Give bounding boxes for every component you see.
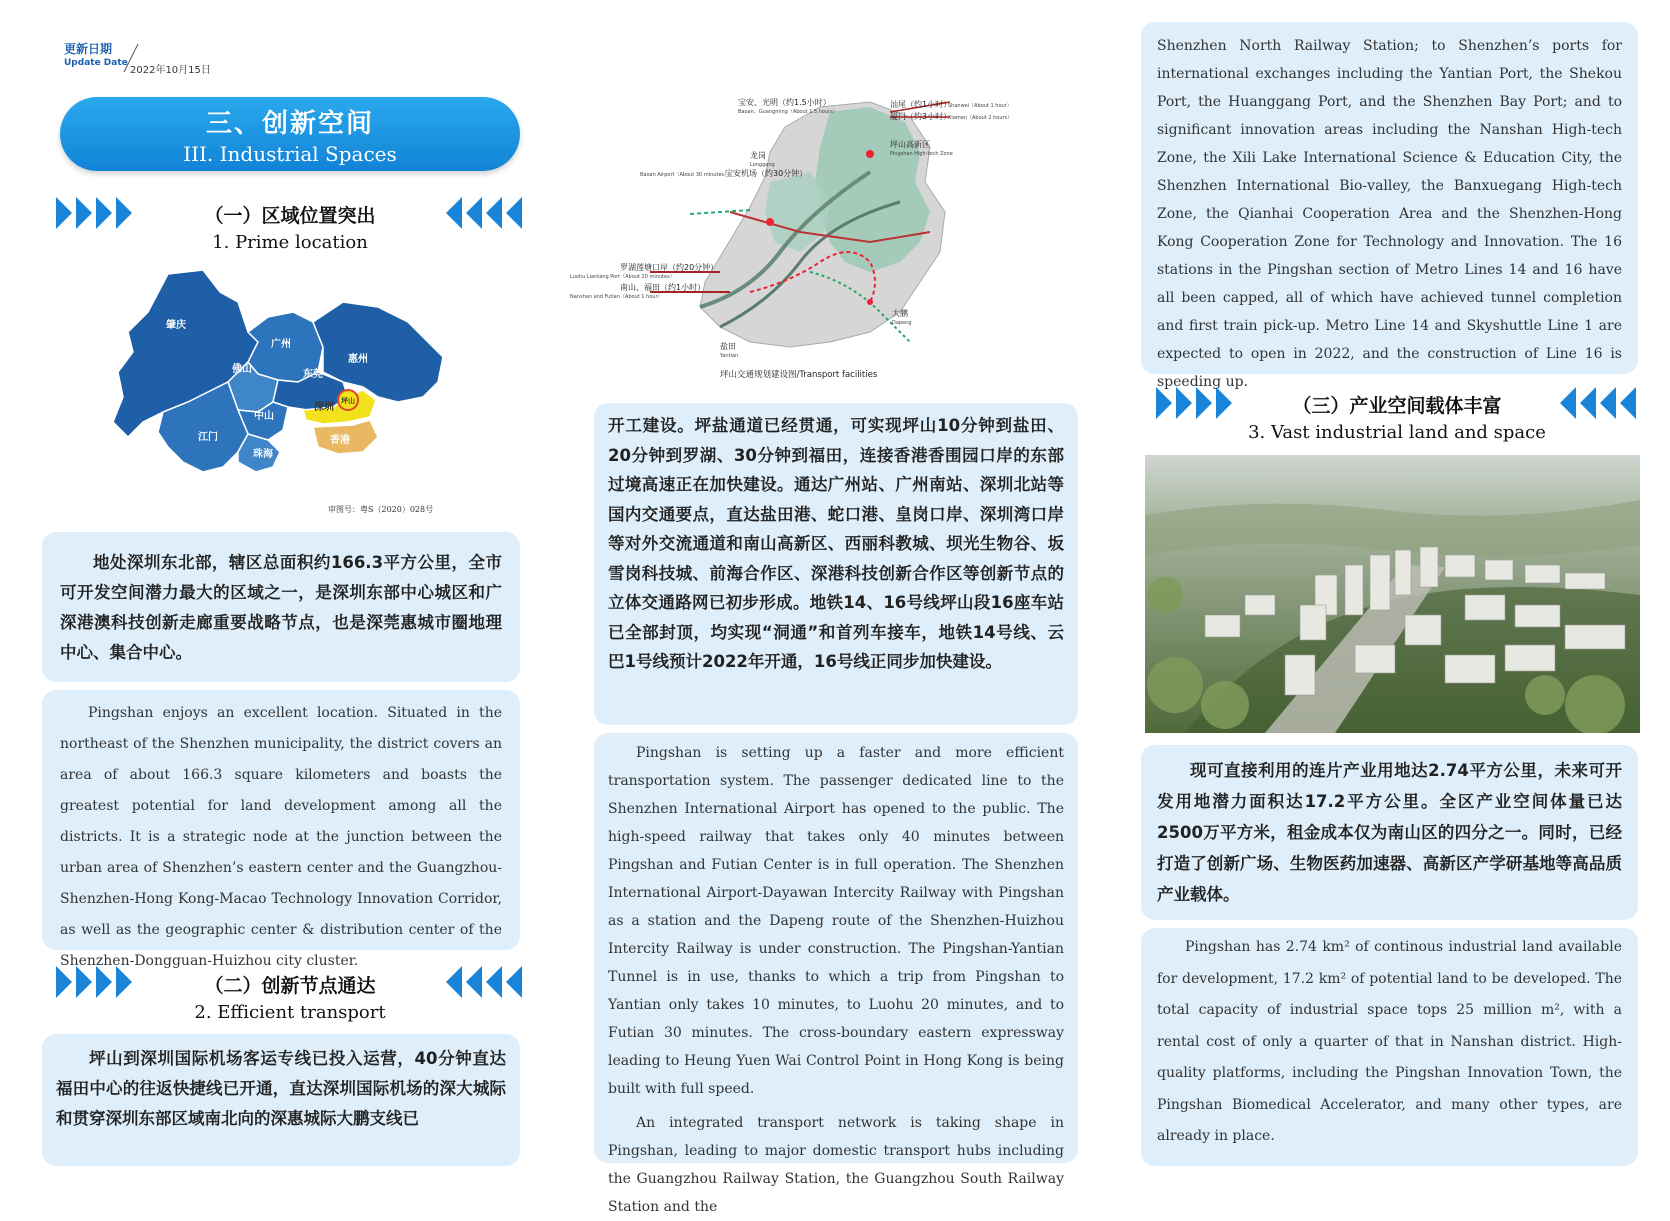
col2-en-paragraph-2: An integrated transport network is taking shape in Pingshan, leading to major domestic transport hubs including the Guangzhou Railway Station, the Guangzhou South Railway Station and the (608, 1115, 1064, 1215)
arrows-right-icon-3 (1156, 387, 1232, 419)
s2-cn-box (42, 1034, 520, 1166)
tm-yantian-en: Yantian (720, 353, 739, 359)
section-2-header (140, 971, 440, 1023)
arrows-left-icon-3 (1560, 387, 1636, 419)
section-1-title-en: 1. Prime location (212, 232, 368, 253)
tm-shanwei: 汕尾（约1小时） (890, 100, 952, 109)
s3-en-paragraph: Pingshan has 2.74 km² of continous industrial land available for development, 17.2 km² of potential land to be developed. The total capacity of industrial space tops 25 million m², with a rental cost of only a quarter of that in Nanshan district. High-quality platforms, including the Pingshan Innovation Town, the Pingshan Biomedical Accelerator, and many other types, are already in place. (1157, 939, 1622, 1144)
tm-airport-en: Baoan Airport（About 30 minutes） (640, 172, 730, 178)
map-label-huizhou: 惠州 (348, 354, 368, 365)
map-label-zhongshan: 中山 (254, 411, 274, 422)
section-1-header (140, 201, 440, 253)
banner-title-cn: 三、创新空间 (205, 109, 374, 139)
arrows-left-icon (446, 197, 522, 229)
tm-yantian: 盐田 (720, 342, 736, 351)
arrows-right-icon-2 (56, 966, 132, 998)
section-3-header (1232, 391, 1562, 443)
map-label-foshan: 佛山 (232, 364, 252, 375)
col2-cn-box (594, 403, 1078, 725)
arrows-right-icon (56, 197, 132, 229)
arrows-left-icon-2 (446, 966, 522, 998)
tm-baoan-en: Baoan、Guangming（About 1.5 hours） (738, 109, 838, 115)
node-icon (766, 218, 774, 226)
s3-cn-paragraph: 现可直接利用的连片产业用地达2.74平方公里，未来可开发用地潜力面积达17.2平方公里。全区产业空间体量已达2500万平方米，租金成本仅为南山区的四分之一。同时，已经打造了创新广场、生物医药加速器、高新区产学研基地等高品质产业载体。 (1157, 761, 1622, 904)
s1-en-paragraph: Pingshan enjoys an excellent location. Situated in the northeast of the Shenzhen municipality, the district covers an area of about 166.3 square kilometers and boasts the greatest potential for land development among all the districts. It is a strategic node at the junction between the urban area of Shenzhen’s eastern center and the Guangzhou-Shenzhen-Hong Kong-Macao Technology Innovation Corridor, as well as the geographic center & distribution center of the Shenzhen-Dongguan-Huizhou city cluster. (60, 705, 502, 969)
s2-cn-paragraph: 坪山到深圳国际机场客运专线已投入运营，40分钟直达福田中心的往返快捷线已开通，直达深圳国际机场的深大城际和贯穿深圳东部区域南北向的深惠城际大鹏支线已 (56, 1049, 506, 1128)
tm-futian-en: Nanshan and Futian（About 1 hour） (570, 294, 663, 300)
tm-luohu-en: Luohu Liantang Port（About 20 minutes） (570, 274, 675, 280)
tm-longgang-en: Longgang (750, 162, 775, 168)
section-3-title-en: 3. Vast industrial land and space (1248, 422, 1546, 443)
s3-en-box (1141, 928, 1638, 1166)
map-label-jiangmen: 江门 (198, 432, 218, 443)
map-label-pingshan: 坪山 (341, 397, 355, 405)
tm-xiamen: 厦门（约3小时） (890, 112, 952, 121)
transport-map (570, 92, 1050, 382)
col2-cn-paragraph: 开工建设。坪盐通道已经贯通，可实现坪山10分钟到盐田、20分钟到罗湖、30分钟到福田，连接香港香围园口岸的东部过境高速正在加快建设。通达广州站、广州南站、深圳北站等国内交通要点，直达盐田港、蛇口港、皇岗口岸、深圳湾口岸等对外交流通道和南山高新区、西丽科教城、坝光生物谷、坂雪岗科技城、前海合作区、深港科技创新合作区等创新节点的立体交通路网已初步形成。地铁14、16号线坪山段16座车站已全部封顶，均实现“洞通”和首列车接车，地铁14号线、云巴1号线预计2022年开通，16号线正同步加快建设。 (608, 416, 1064, 671)
tm-luohu: 罗湖莲塘口岸（约20分钟） (620, 263, 719, 272)
map-label-guangzhou: 广州 (271, 339, 291, 350)
transport-map-caption: 坪山交通规划建设图/Transport facilities (720, 370, 878, 380)
map-label-shenzhen: 深圳 (314, 402, 334, 413)
node-icon (866, 150, 874, 158)
map-label-zhaoqing: 肇庆 (166, 320, 186, 331)
node-icon (867, 299, 873, 305)
update-label-en: Update Date (64, 58, 128, 68)
map-approval-number: 审图号：粤S（2020）028号 (328, 505, 434, 514)
s3-cn-box (1141, 745, 1638, 920)
section-3-title-cn: （三）产业空间载体丰富 (1292, 395, 1502, 417)
col3-en-top-box (1141, 22, 1638, 390)
s1-cn-paragraph: 地处深圳东北部，辖区总面积约166.3平方公里，全市可开发空间潜力最大的区域之一，是深圳东部中心城区和广深港澳科技创新走廊重要战略节点，也是深莞惠城市圈地理中心、集合中心。 (60, 553, 502, 662)
tm-dapeng: 大鹏 (892, 309, 908, 318)
tm-dapeng-en: Dapeng (892, 320, 912, 326)
tm-pingshan-hi: 坪山高新区 (890, 140, 930, 149)
tm-longgang: 龙岗 (750, 151, 766, 160)
map-label-zhuhai: 珠海 (253, 449, 273, 460)
update-label-cn: 更新日期 (64, 42, 113, 56)
s1-en-box (42, 690, 520, 969)
col2-en-paragraph-1: Pingshan is setting up a faster and more efficient transportation system. The passenger dedicated line to the Shenzhen International Airport has opened to the public. The high-speed railway that takes only 40 minutes between Pingshan and Futian Center is in full operation. The Shenzhen International Airport-Dayawan Intercity Railway with Pingshan as a station and the Dapeng route of the Shenzhen-Huizhou Intercity Railway is under construction. The Pingshan-Yantian Tunnel is in use, thanks to which a trip from Pingshan to Yantian only takes 10 minutes, to Luohu 20 minutes, and to Futian 30 minutes. The cross-boundary eastern expressway leading to Heung Yuen Wai Control Point in Hong Kong is being built with full speed. (608, 745, 1064, 1097)
section-1-title-cn: （一）区域位置突出 (204, 205, 376, 227)
update-date: 2022年10月15日 (130, 65, 211, 76)
s1-cn-box (42, 532, 520, 682)
section-2-title-en: 2. Efficient transport (194, 1002, 386, 1023)
map-label-hongkong: 香港 (330, 435, 350, 446)
tm-shanwei-en: Shanwei（About 1 hour） (948, 103, 1012, 109)
banner-title-en: III. Industrial Spaces (183, 142, 397, 166)
chapter-banner (60, 97, 520, 171)
map-label-dongguan: 东莞 (303, 369, 323, 380)
col2-en-box (594, 733, 1078, 1215)
tm-futian: 南山、福田（约1小时） (620, 283, 706, 292)
tm-airport: 宝安机场（约30分钟） (725, 169, 808, 178)
region-map (108, 262, 480, 532)
tm-baoan: 宝安、光明（约1.5小时） (738, 98, 831, 107)
col3-en-top-paragraph: Shenzhen North Railway Station; to Shenzhen’s ports for international exchanges including the Yantian Port, the Shekou Port, the Huanggang Port, and the Shenzhen Bay Port; and to significant innovation areas including the Nanshan High-tech Zone, the Xili Lake International Science & Education City, the Shenzhen International Bio-valley, the Banxuegang High-tech Zone, the Qianhai Cooperation Area and the Shenzhen-Hong Kong Cooperation Zone for Technology and Innovation. The 16 stations in the Pingshan section of Metro Lines 14 and 16 have all been capped, all of which have achieved tunnel completion and first train pick-up. Metro Line 14 and Skyshuttle Line 1 are expected to open in 2022, and the construction of Line 16 is speeding up. (1157, 38, 1622, 390)
tm-xiamen-en: Xiamen（About 2 hours） (948, 115, 1013, 121)
aerial-photo (1145, 455, 1640, 733)
tm-pingshan-hi-en: Pingshan High-tech Zone (890, 151, 953, 157)
section-2-title-cn: （二）创新节点通达 (204, 975, 376, 997)
